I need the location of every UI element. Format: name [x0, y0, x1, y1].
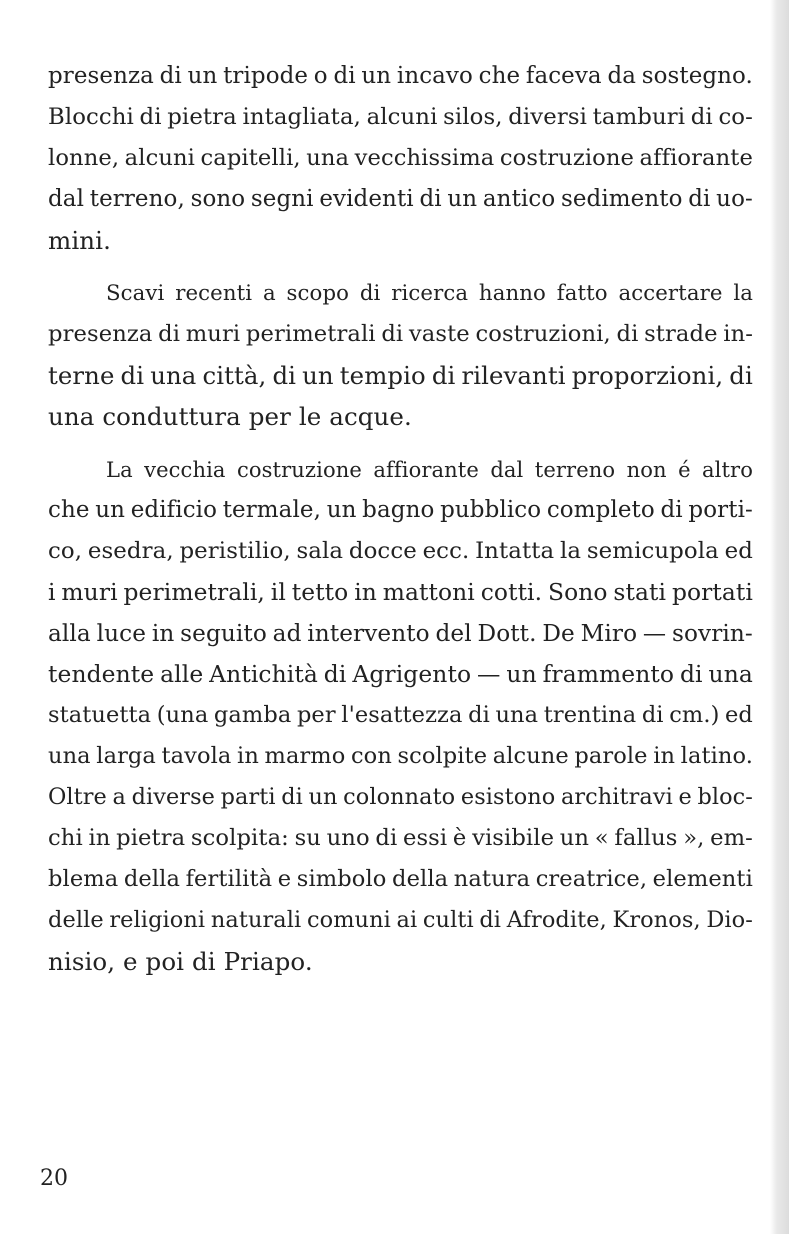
word: che: [48, 497, 90, 523]
text-line: [48, 900, 753, 941]
word: Oltre: [48, 784, 107, 810]
text-line: [48, 138, 753, 179]
word: faceva: [525, 63, 602, 89]
word: intagliata,: [242, 104, 361, 130]
word: la: [733, 281, 753, 306]
text-line: [48, 695, 753, 736]
word: sedimento: [560, 186, 683, 212]
word: città,: [202, 361, 267, 390]
word: uo-: [716, 186, 753, 212]
word: diverse: [131, 784, 216, 810]
word: scolpite: [397, 743, 488, 769]
word: per: [296, 702, 336, 728]
word: presenza: [48, 321, 153, 347]
word: di: [333, 63, 356, 89]
word: é: [678, 457, 691, 482]
word: gamba: [213, 702, 292, 728]
word: De: [542, 620, 575, 647]
word: in: [653, 743, 676, 769]
word: Dott.: [477, 620, 537, 647]
word: una: [150, 361, 197, 390]
word: stati: [613, 578, 667, 606]
text-line: [48, 736, 753, 777]
word: di: [272, 361, 297, 390]
word: di: [139, 104, 162, 130]
word: vecchia: [144, 457, 226, 482]
paragraph: [48, 449, 753, 982]
word: di: [381, 321, 404, 347]
word: natura: [453, 866, 531, 892]
word: antico: [482, 186, 556, 212]
word: delle: [48, 907, 104, 933]
word: segni: [250, 186, 314, 212]
word: non: [626, 457, 667, 482]
word: fatto: [556, 281, 608, 306]
word: di: [679, 660, 703, 688]
word: trentina: [543, 702, 637, 728]
word: parti: [220, 784, 276, 810]
word: (una: [156, 702, 209, 728]
word: un: [308, 784, 338, 810]
word: colonnato: [343, 784, 456, 810]
word: tamburi: [592, 104, 686, 130]
body-text: [48, 56, 753, 982]
word: alcuni: [124, 145, 195, 171]
word: Intatta: [475, 538, 555, 564]
word: em-: [710, 825, 753, 851]
word: elementi: [652, 866, 753, 892]
text-line: [48, 355, 753, 396]
word: larga: [96, 743, 156, 769]
word: Antichità: [209, 660, 318, 688]
word: muri: [185, 321, 241, 347]
text-line: una conduttura per le acque.: [48, 402, 412, 431]
word: Sono: [548, 578, 608, 606]
word: Afrodite,: [506, 907, 607, 933]
word: latino.: [680, 743, 753, 769]
word: una: [708, 660, 753, 688]
word: fertilità: [185, 866, 273, 892]
word: un: [361, 63, 392, 89]
word: blema: [48, 866, 119, 892]
word: statuetta: [48, 702, 152, 728]
text-line: [48, 56, 753, 97]
word: scolpita:: [190, 825, 289, 851]
page-number: 20: [40, 1166, 68, 1191]
word: alle: [160, 660, 204, 688]
word: un: [506, 660, 537, 688]
word: pietra: [116, 825, 186, 851]
word: affiorante: [373, 457, 479, 482]
word: visibile: [472, 825, 555, 851]
word: altro: [702, 457, 753, 482]
word: di: [120, 361, 145, 390]
word: sovrin-: [671, 620, 753, 647]
word: un: [559, 825, 590, 851]
word: con: [350, 743, 392, 769]
word: scopo: [286, 281, 350, 306]
word: di: [660, 497, 683, 523]
text-line: [48, 449, 753, 490]
word: ed: [724, 538, 753, 564]
word: da: [607, 63, 636, 89]
word: creatrice,: [535, 866, 648, 892]
word: e: [678, 784, 692, 810]
word: in: [88, 825, 111, 851]
word: di: [431, 361, 456, 390]
word: tripode: [223, 63, 309, 89]
word: muri: [61, 578, 118, 606]
word: luce: [96, 620, 147, 647]
word: che: [478, 63, 521, 89]
word: della: [123, 866, 181, 892]
word: lonne,: [48, 145, 120, 171]
word: di: [468, 702, 490, 728]
word: cotti.: [480, 578, 543, 606]
word: incavo: [396, 63, 473, 89]
word: architravi: [560, 784, 673, 810]
word: mattoni: [382, 578, 475, 606]
word: recenti: [175, 281, 253, 306]
word: un: [447, 186, 478, 212]
word: una: [495, 702, 539, 728]
word: religioni: [109, 907, 206, 933]
text-line: [48, 818, 753, 859]
text-line: [48, 613, 753, 654]
word: un: [326, 497, 357, 523]
word: edificio: [130, 497, 218, 523]
word: Miro: [580, 620, 638, 647]
word: alcuni: [366, 104, 438, 130]
word: di: [690, 104, 713, 130]
paragraph-gap: [48, 437, 753, 449]
word: pietra: [167, 104, 237, 130]
word: silos,: [443, 104, 503, 130]
word: —: [477, 660, 501, 688]
word: ed: [725, 702, 753, 728]
word: una: [306, 145, 350, 171]
word: del: [435, 620, 472, 647]
word: co,: [48, 538, 83, 564]
word: rilevanti: [461, 361, 566, 390]
paragraph-gap: [48, 261, 753, 273]
text-line: nisio, e poi di Priapo.: [48, 947, 313, 976]
word: a: [262, 281, 276, 306]
word: sostegno.: [641, 63, 753, 89]
word: simbolo: [296, 866, 387, 892]
word: docce: [348, 538, 417, 564]
word: ad: [272, 620, 302, 647]
word: della: [392, 866, 449, 892]
word: termale,: [222, 497, 322, 523]
word: pubblico: [440, 497, 542, 523]
word: in-: [723, 321, 753, 347]
word: proporzioni,: [571, 361, 724, 390]
word: terreno,: [89, 186, 185, 212]
text-line: [48, 859, 753, 900]
word: e: [277, 866, 292, 892]
word: bloc-: [697, 784, 753, 810]
word: completo: [546, 497, 655, 523]
word: essi: [402, 825, 448, 851]
word: frammento: [542, 660, 675, 688]
word: dal: [490, 457, 524, 482]
word: ricerca: [391, 281, 469, 306]
text-line: [48, 572, 753, 613]
word: in: [354, 578, 377, 606]
text-line: mini.: [48, 226, 111, 255]
word: parole: [574, 743, 648, 769]
text-line: [48, 314, 753, 355]
word: marmo: [264, 743, 346, 769]
word: capitelli,: [200, 145, 301, 171]
word: diversi: [508, 104, 588, 130]
word: ai: [396, 907, 418, 933]
paragraph: [48, 56, 753, 261]
word: perimetrali: [245, 321, 376, 347]
word: costruzione: [499, 145, 635, 171]
word: portati: [671, 578, 753, 606]
word: Blocchi: [48, 104, 134, 130]
word: terne: [48, 361, 115, 390]
word: di: [323, 660, 347, 688]
word: esedra,: [87, 538, 174, 564]
word: costruzioni,: [475, 321, 611, 347]
word: semicupola: [586, 538, 719, 564]
word: è: [452, 825, 467, 851]
word: in: [151, 620, 175, 647]
word: peristilio,: [179, 538, 291, 564]
word: evidenti: [319, 186, 414, 212]
word: di: [158, 321, 181, 347]
word: i: [48, 578, 56, 606]
word: intervento: [307, 620, 430, 647]
text-line: [48, 531, 753, 572]
word: su: [294, 825, 321, 851]
page-edge-shadow: [770, 0, 789, 1234]
word: culti: [422, 907, 474, 933]
word: l'esattezza: [341, 702, 463, 728]
word: strade: [644, 321, 718, 347]
word: di: [359, 281, 381, 306]
word: la: [560, 538, 582, 564]
word: in: [237, 743, 259, 769]
text-line: [48, 654, 753, 695]
word: un: [187, 63, 218, 89]
word: di: [616, 321, 639, 347]
word: di: [641, 702, 664, 728]
word: di: [688, 186, 711, 212]
word: ecc.: [422, 538, 470, 564]
word: tetto: [291, 578, 349, 606]
text-line: [48, 490, 753, 531]
word: tendente: [48, 660, 155, 688]
word: seguito: [180, 620, 267, 647]
word: porti-: [688, 497, 753, 523]
word: perimetrali,: [123, 578, 265, 606]
word: Dio-: [706, 907, 753, 933]
paragraph: [48, 273, 753, 437]
word: »,: [683, 825, 705, 851]
word: hanno: [478, 281, 546, 306]
word: naturali: [210, 907, 302, 933]
word: Kronos,: [612, 907, 701, 933]
word: «: [594, 825, 609, 851]
word: chi: [48, 825, 83, 851]
word: —: [642, 620, 667, 647]
word: sala: [296, 538, 344, 564]
word: esistono: [460, 784, 556, 810]
word: tempio: [339, 361, 426, 390]
word: vecchissima: [354, 145, 495, 171]
word: vaste: [408, 321, 470, 347]
word: co-: [718, 104, 753, 130]
word: di: [479, 907, 502, 933]
word: La: [106, 457, 133, 482]
word: presenza: [48, 63, 154, 89]
text-line: [48, 97, 753, 138]
word: un: [302, 361, 334, 390]
text-line: [48, 179, 753, 220]
word: alcune: [492, 743, 569, 769]
word: bagno: [362, 497, 435, 523]
text-line: [48, 777, 753, 818]
word: dal: [48, 186, 85, 212]
word: il: [270, 578, 286, 606]
word: una: [48, 743, 91, 769]
word: alla: [48, 620, 91, 647]
word: Agrigento: [352, 660, 472, 688]
word: accertare: [618, 281, 723, 306]
word: un: [95, 497, 126, 523]
word: di: [159, 63, 182, 89]
word: sono: [190, 186, 246, 212]
word: di: [375, 825, 398, 851]
word: fallus: [614, 825, 678, 851]
word: a: [112, 784, 126, 810]
word: di: [419, 186, 442, 212]
word: di: [281, 784, 303, 810]
word: terreno: [534, 457, 616, 482]
word: di: [729, 361, 753, 390]
word: affiorante: [639, 145, 753, 171]
word: comuni: [306, 907, 391, 933]
text-line: [48, 273, 753, 314]
word: Scavi: [106, 281, 165, 306]
word: costruzione: [236, 457, 362, 482]
word: o: [313, 63, 328, 89]
word: tavola: [161, 743, 232, 769]
word: cm.): [669, 702, 720, 728]
word: uno: [326, 825, 370, 851]
